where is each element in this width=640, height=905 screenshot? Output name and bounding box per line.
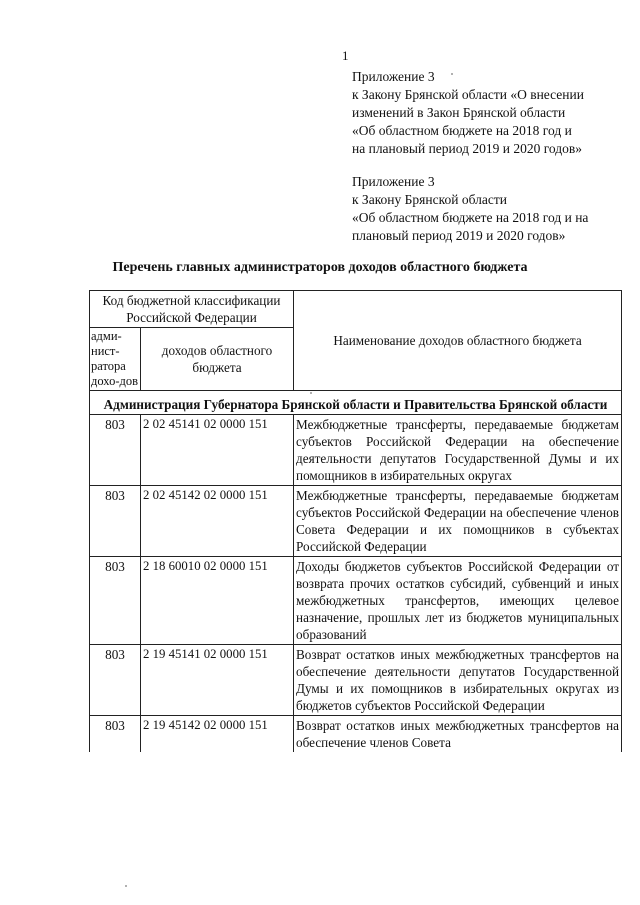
revenue-code-cell: 2 02 45142 02 0000 151 bbox=[141, 486, 294, 557]
revenue-administrators-table bbox=[89, 290, 622, 752]
header-revenue-code: доходов областного бюджета bbox=[141, 328, 294, 391]
administrator-code-cell: 803 bbox=[90, 486, 141, 557]
revenue-code-cell: 2 18 60010 02 0000 151 bbox=[141, 557, 294, 645]
header-administrator-code: адми-нист-ратора дохо-дов bbox=[90, 328, 141, 391]
administrator-code-cell: 803 bbox=[90, 716, 141, 753]
scan-speck bbox=[451, 73, 453, 75]
revenue-name-cell: Межбюджетные трансферты, передаваемые бюджетам субъектов Российской Федерации на обеспечение деятельности депутатов Государственной Думы и их помощников в избирательных округах bbox=[294, 415, 622, 486]
table-row bbox=[90, 645, 622, 716]
administrator-code-cell: 803 bbox=[90, 645, 141, 716]
annex-line: Приложение 3 bbox=[352, 174, 435, 189]
revenue-name-cell: Межбюджетные трансферты, передаваемые бюджетам субъектов Российской Федерации на обеспечение членов Совета Федерации и их помощников в субъектах Российской Федерации bbox=[294, 486, 622, 557]
revenue-code-cell: 2 02 45141 02 0000 151 bbox=[141, 415, 294, 486]
annex-line: на плановый период 2019 и 2020 годов» bbox=[352, 141, 583, 156]
revenue-code-cell: 2 19 45142 02 0000 151 bbox=[141, 716, 294, 753]
annex-line: плановый период 2019 и 2020 годов» bbox=[352, 228, 566, 243]
table-row bbox=[90, 486, 622, 557]
scan-speck bbox=[310, 392, 312, 394]
table-row bbox=[90, 716, 622, 753]
header-revenue-name: Наименование доходов областного бюджета bbox=[294, 291, 622, 391]
revenue-name-cell: Доходы бюджетов субъектов Российской Федерации от возврата прочих остатков субсидий, субвенций и иных межбюджетных трансфертов, имеющих целевое назначение, прошлых лет из бюджетов муниципальных образований bbox=[294, 557, 622, 645]
administrator-code-cell: 803 bbox=[90, 557, 141, 645]
annex-line: «Об областном бюджете на 2018 год и на bbox=[352, 210, 589, 225]
revenue-name-cell: Возврат остатков иных межбюджетных трансфертов на обеспечение членов Совета bbox=[294, 716, 622, 753]
scan-speck bbox=[125, 885, 127, 887]
annex-note-original bbox=[352, 173, 588, 245]
annex-line: к Закону Брянской области «О внесении bbox=[352, 87, 584, 102]
annex-line: Приложение 3 bbox=[352, 69, 435, 84]
annex-line: изменений в Закон Брянской области bbox=[352, 105, 566, 120]
revenue-code-cell: 2 19 45141 02 0000 151 bbox=[141, 645, 294, 716]
header-budget-classification-code: Код бюджетной классификации Российской Федерации bbox=[90, 291, 294, 328]
administrator-code-cell: 803 bbox=[90, 415, 141, 486]
section-heading: Администрация Губернатора Брянской области и Правительства Брянской области bbox=[90, 391, 622, 415]
annex-note-amendment bbox=[352, 68, 584, 158]
document-title: Перечень главных администраторов доходов областного бюджета bbox=[112, 260, 528, 275]
table-row bbox=[90, 557, 622, 645]
page-number: 1 bbox=[342, 48, 349, 63]
annex-line: «Об областном бюджете на 2018 год и bbox=[352, 123, 572, 138]
revenue-name-cell: Возврат остатков иных межбюджетных трансфертов на обеспечение деятельности депутатов Государственной Думы и их помощников в избирательных округах из бюджетов субъектов Российской Федерации bbox=[294, 645, 622, 716]
annex-line: к Закону Брянской области bbox=[352, 192, 507, 207]
table-row bbox=[90, 415, 622, 486]
